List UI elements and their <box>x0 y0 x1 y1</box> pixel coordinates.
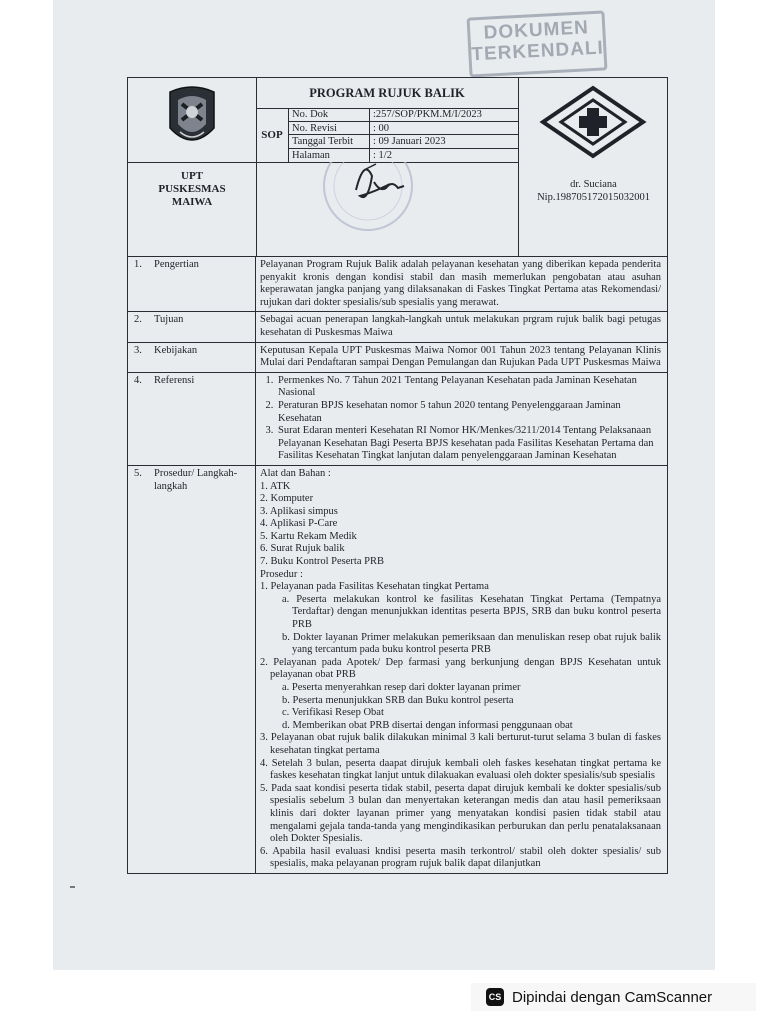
procedure-step: 4. Setelah 3 bulan, peserta daapat dirujuk kembali oleh faskes kesehatan tingkat pertama ke faskes kesehatan tingkat lanjut untuk dilakuakan evaluasi oleh dokter spesialis/sub spesialis <box>260 757 661 782</box>
meta-key: Halaman <box>288 149 370 163</box>
row-label <box>128 343 256 372</box>
tool-item: 1. ATK <box>260 480 291 492</box>
sop-header <box>128 78 667 257</box>
document-meta <box>288 108 518 163</box>
unit-line: PUSKESMAS <box>158 183 226 195</box>
tool-item: 4. Aplikasi P-Care <box>260 518 338 530</box>
meta-row-page <box>288 149 518 163</box>
row-number: 3. <box>134 344 142 356</box>
substep: a. Peserta menyerahkan resep dari dokter layanan primer <box>282 682 521 693</box>
meta-value: : 1/2 <box>373 149 392 161</box>
substeps <box>270 682 661 732</box>
row-number: 1. <box>134 259 142 270</box>
official-seal-and-signature <box>256 162 518 256</box>
row-number: 5. <box>134 467 142 479</box>
signature-cell <box>256 162 518 256</box>
row-content <box>256 373 667 465</box>
unit-name <box>128 162 257 256</box>
step-text: 2. Pelayanan pada Apotek/ Dep farmasi yang berkunjung dengan BPJS Kesehatan untuk pelayanan obat PRB <box>260 656 661 681</box>
row-content: Pelayanan Program Rujuk Balik adalah pelayanan kesehatan yang diberikan kepada penderita penyakit kronis dengan kondisi stabil dan masih memerlukan pengobatan atau asuhan keperawatan jangka panjang yang dilaksanakan di Faskes Tingkat Pertama atas Rekomendasi/ rujukan dari dokter spesialis/sub spesialis yang merawat. <box>260 259 661 308</box>
regency-emblem-icon <box>128 78 256 162</box>
row-content: Sebagai acuan penerapan langkah-langkah untuk melakukan prgram rujuk balik bagi petugas kesehatan di Puskesmas Maiwa <box>260 314 661 338</box>
reference-list <box>260 375 661 463</box>
substep: b. Peserta menunjukkan SRB dan Buku kontrol peserta <box>282 694 514 706</box>
row-number: 4. <box>134 374 142 386</box>
tool-item: 3. Aplikasi simpus <box>260 505 338 517</box>
meta-value: :257/SOP/PKM.M/I/2023 <box>373 109 482 120</box>
meta-value: : 09 Januari 2023 <box>373 136 446 147</box>
scan-speck <box>70 886 75 888</box>
row-label <box>128 257 256 311</box>
substep: d. Memberikan obat PRB disertai dengan informasi penggunaan obat <box>282 719 573 731</box>
sop-table <box>127 77 668 874</box>
row-referensi <box>128 373 667 466</box>
row-label <box>128 312 256 341</box>
meta-row-doc-number <box>288 108 518 122</box>
row-title: Referensi <box>154 374 195 386</box>
row-title: Pengertian <box>154 259 199 270</box>
tool-item: 2. Komputer <box>260 493 314 505</box>
meta-key: No. Revisi <box>288 122 370 135</box>
row-title: Prosedur/ Langkah-langkah <box>154 467 238 492</box>
tools-heading: Alat dan Bahan : <box>260 467 331 479</box>
row-pengertian <box>128 257 667 312</box>
row-content: Keputusan Kepala UPT Puskesmas Maiwa Nomor 001 Tahun 2023 tentang Pelayanan Klinis Mulai dari Pendaftaran sampai Dengan Pemulangan dan Rujukan Pada UPT Puskesmas Maiwa <box>260 344 661 369</box>
row-prosedur <box>128 466 667 873</box>
signer-block <box>519 178 668 204</box>
procedure-step: 5. Pada saat kondisi peserta tidak stabil, peserta dapat dirujuk kembali ke dokter spesialis/sub spesialis sebelum 3 bulan dan menyertakan keterangan medis dan atau hasil pemeriksaan klinis dari dokter layanan primer yang menyatakan kondisi pasien tidak stabil atau mengalami gejala tanda-tanda yang mengindikasikan perburukan dan perlu penatalaksanaan oleh Dokter Spesialis. <box>260 782 661 845</box>
tool-item: 6. Surat Rujuk balik <box>260 543 345 555</box>
camscanner-watermark <box>471 983 756 1011</box>
unit-line: UPT <box>181 170 203 182</box>
reference-item: 2. Peraturan BPJS kesehatan nomor 5 tahun 2020 tentang Penyelenggaraan Jaminan Kesehatan <box>276 400 661 425</box>
row-number: 2. <box>134 314 142 326</box>
meta-row-revision <box>288 122 518 136</box>
row-label <box>128 373 256 465</box>
puskesmas-logo-icon <box>519 78 668 168</box>
regency-logo-cell <box>128 78 257 163</box>
meta-row-issue-date <box>288 135 518 149</box>
clinic-logo-cell <box>518 78 668 256</box>
row-content <box>256 466 667 873</box>
meta-key: Tanggal Terbit <box>288 135 370 148</box>
meta-key: No. Dok <box>288 108 370 121</box>
document-title: PROGRAM RUJUK BALIK <box>256 78 518 109</box>
procedure-step: 6. Apabila hasil evaluasi kndisi peserta masih terkontrol/ stabil oleh dokter spesialis/ sub spesialis, maka pelayanan program rujuk balik dapat dilanjutkan <box>260 845 661 870</box>
procedure-steps <box>260 581 661 871</box>
controlled-document-stamp <box>467 10 608 77</box>
reference-item: 3. Surat Edaran menteri Kesehatan RI Nomor HK/Menkes/3211/2014 Tentang Pelaksanaan Pelayanan Kesehatan Bagi Peserta BPJS kesehatan pada Fasilitas Kesehatan Pertama dan Fasilitas Kesehatan Tingkat lanjutan dalam penyelenggaraan Jaminan Kesehatan <box>276 425 661 463</box>
substep: a. Peserta melakukan kontrol ke fasilitas Kesehatan Tingkat Pertama (Tempatnya Terdaftar) dengan menunjukkan identitas peserta BPJS, SRB dan buku kontrol peserta PRB <box>282 593 661 631</box>
sop-label: SOP <box>256 108 289 163</box>
tool-item: 5. Kartu Rekam Medik <box>260 530 357 542</box>
procedure-step <box>260 657 661 733</box>
unit-line: MAIWA <box>171 196 213 208</box>
procedure-step <box>260 581 661 657</box>
signer-nip: Nip.198705172015032001 <box>537 192 650 203</box>
tool-item: 7. Buku Kontrol Peserta PRB <box>260 556 384 568</box>
row-title: Tujuan <box>154 314 184 326</box>
procedure-step: 3. Pelayanan obat rujuk balik dilakukan minimal 3 kali berturut-turut selama 3 bulan di faskes kesehatan tingkat pertama <box>260 732 661 756</box>
stamp-line-2: TERKENDALI <box>470 37 605 66</box>
row-kebijakan <box>128 343 667 373</box>
row-title: Kebijakan <box>154 344 198 356</box>
substeps <box>270 594 661 657</box>
substep: b. Dokter layanan Primer melakukan pemeriksaan dan menuliskan resep obat rujuk balik yang tercantum pada buku kontrol peserta PRB <box>282 631 661 656</box>
tools-list <box>260 481 661 569</box>
row-label <box>128 466 256 873</box>
row-tujuan <box>128 312 667 342</box>
signer-name: dr. Suciana <box>570 179 617 190</box>
stamp-line-1: DOKUMEN <box>483 17 590 44</box>
substep: c. Verifikasi Resep Obat <box>282 707 384 719</box>
step-text: 1. Pelayanan pada Fasilitas Kesehatan tingkat Pertama <box>260 581 489 593</box>
procedure-heading: Prosedur : <box>260 568 303 580</box>
camscanner-label: Dipindai dengan CamScanner <box>512 988 713 1006</box>
camscanner-logo-icon: CS <box>486 988 504 1006</box>
meta-value: : 00 <box>373 122 390 134</box>
reference-item: 1. Permenkes No. 7 Tahun 2021 Tentang Pelayanan Kesehatan pada Jaminan Kesehatan Nasional <box>276 375 661 400</box>
